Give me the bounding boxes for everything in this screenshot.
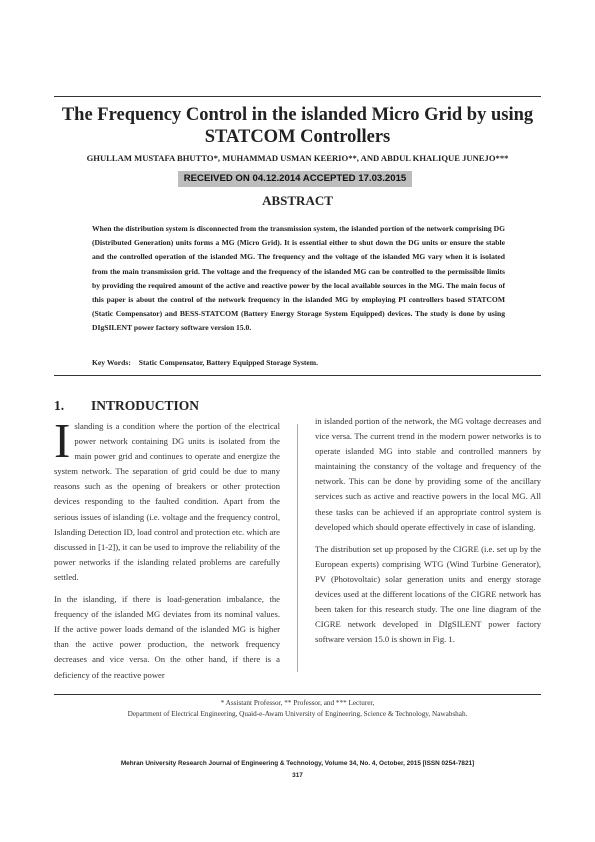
right-column xyxy=(315,414,541,654)
top-rule xyxy=(54,96,541,97)
footnote-rule xyxy=(54,694,541,695)
intro-paragraph-1-text: slanding is a condition where the portion of the electrical power network containing DG units is isolated from the main power grid and continues to operate and energize the system network. The separation of grid could be due to many reasons such as the opening of breakers or other protection devices responding to the faulted condition. Apart from the serious issues of islanding (i.e. voltage and the frequency control, Islanding Detection ID, load control and protection etc. which are discussed in [1-2]), it can be used to improve the reliability of the power networks if the islanding related problems are carefully settled. xyxy=(54,421,280,582)
left-column xyxy=(54,413,280,690)
drop-cap: I xyxy=(54,413,71,468)
section-number: 1. xyxy=(54,398,65,413)
section-title: INTRODUCTION xyxy=(91,398,200,413)
intro-paragraph-3: in islanded portion of the network, the MG voltage decreases and vice versa. The current trend in the modern power networks is to operate islanded MG into stable and controlled manners by maintaining the constancy of the voltage and frequency of the network. This can be done by providing some of the ancillary services such as active and reactive powers in the local MG. All these tasks can be achieved if an appropriate control system is developed which should operate effectively in case of islanding. xyxy=(315,416,541,532)
keywords-line xyxy=(92,358,505,367)
section-heading xyxy=(54,398,199,414)
journal-citation: Mehran University Research Journal of Engineering & Technology, Volume 34, No. 4, October, 2015 [ISSN 0254-7821] xyxy=(120,760,475,767)
author-affiliation-department: Department of Electrical Engineering, Quaid-e-Awam University of Engineering, Science & Technology, Nawabshah. xyxy=(127,710,468,718)
page-number: 317 xyxy=(292,772,303,779)
intro-paragraph-4: The distribution set up proposed by the CIGRE (i.e. set up by the European experts) comprising WTG (Wind Turbine Generator), PV (Photovoltaic) solar generation units and energy storage devices used at the different locations of the CIGRE network has been taken for this research study. The one line diagram of the CIGRE network developed in DIgSILENT power factory software version 15.0 is shown in Fig. 1. xyxy=(315,543,541,645)
authors-line: GHULLAM MUSTAFA BHUTTO*, MUHAMMAD USMAN KEERIO**, AND ABDUL KHALIQUE JUNEJO*** xyxy=(86,153,509,163)
abstract-text: When the distribution system is disconnected from the transmission system, the islanded portion of the network comprising DG (Distributed Generation) units forms a MG (Micro Grid). It is essential either to shut down the DG units or ensure the stable and the controlled operation of the islanded MG. The frequency and the voltage of the islanded MG vary when it is isolated from the main transmission grid. The voltage and the frequency of the islanded MG can be controlled to the permissible limits by providing the required amount of the active and reactive power by the local available sources in the MG. The main focus of this paper is about the control of the network frequency in the islanded MG by employing PI controllers based STATCOM (Static Compensator) and BESS-STATCOM (Battery Energy Storage System Equipped) devices. The study is done by using DIgSILENT power factory software version 15.0. xyxy=(92,224,505,333)
received-accepted-banner: RECEIVED ON 04.12.2014 ACCEPTED 17.03.2015 xyxy=(178,171,412,187)
author-affiliation-titles: * Assistant Professor, ** Professor, and *** Lecturer, xyxy=(220,699,375,707)
abstract-bottom-rule xyxy=(54,375,541,376)
paper-title: The Frequency Control in the islanded Micro Grid by using STATCOM Controllers xyxy=(61,105,534,147)
intro-paragraph-1 xyxy=(54,413,280,585)
abstract-heading: ABSTRACT xyxy=(262,193,333,208)
column-divider xyxy=(297,424,298,672)
keywords-label: Key Words: xyxy=(92,358,131,367)
keywords-text: Static Compensator, Battery Equipped Storage System. xyxy=(138,358,319,367)
intro-paragraph-2: In the islanding, if there is load-generation imbalance, the frequency of the islanded MG deviates from its nominal values. If the active power loads demand of the islanded MG is higher than the active power production, the network frequency decreases and vice versa. On the other hand, if there is a deficiency of the reactive power xyxy=(54,594,280,680)
